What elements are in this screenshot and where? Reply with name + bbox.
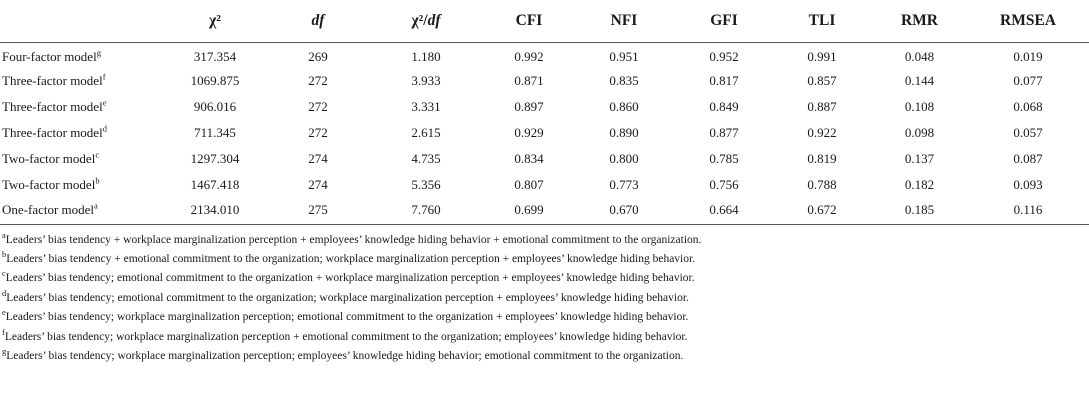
chi-square-df-cell: 7.760 (366, 198, 486, 224)
header-df: df (270, 0, 366, 42)
model-name-cell (0, 198, 160, 224)
table-row (0, 146, 1089, 172)
table-row (0, 120, 1089, 146)
model-name-cell (0, 94, 160, 120)
cfi-cell: 0.834 (514, 151, 544, 166)
tli-cell: 0.922 (807, 125, 837, 140)
table-header (0, 0, 1089, 42)
cfi-cell: 0.807 (514, 177, 544, 192)
model-footnote-marker: f (102, 71, 106, 82)
rmsea-cell: 0.093 (1013, 177, 1043, 192)
tli-cell: 0.887 (807, 99, 837, 114)
rmr-cell: 0.137 (904, 151, 935, 166)
header-chi-square-df-prefix: χ²/ (411, 11, 428, 29)
rmsea-cell: 0.116 (967, 198, 1089, 224)
cfi-cell: 0.871 (514, 73, 544, 88)
chi-square-cell: 1297.304 (190, 151, 240, 166)
footnote-marker: a (2, 229, 6, 240)
gfi-cell: 0.756 (709, 177, 739, 192)
nfi-cell: 0.773 (609, 177, 639, 192)
df-cell: 272 (308, 99, 328, 114)
chi-square-cell: 1069.875 (190, 73, 240, 88)
tli-cell: 0.788 (807, 177, 837, 192)
rmr-cell: 0.108 (904, 99, 935, 114)
table-body (0, 42, 1089, 224)
rmr-cell: 0.185 (872, 198, 967, 224)
header-model (0, 0, 160, 42)
footnote (2, 328, 1089, 347)
table-row (0, 68, 1089, 94)
cfi-cell: 0.699 (486, 198, 572, 224)
footnote-marker: g (2, 346, 7, 357)
chi-square-cell: 711.345 (194, 125, 236, 140)
model-footnote-marker: b (95, 175, 100, 186)
tli-cell: 0.672 (772, 198, 872, 224)
header-gfi: GFI (676, 0, 772, 42)
footnote-marker: d (2, 287, 7, 298)
chi-square-cell: 1467.418 (190, 177, 240, 192)
footnote-text: Leaders’ bias tendency; emotional commitment to the organization; workplace marginalization perception + employees’ knowledge hiding behavior. (6, 291, 689, 304)
cfi-cell: 0.929 (514, 125, 544, 140)
footnote-text: Leaders’ bias tendency; emotional commitment to the organization + workplace marginalization perception + employees’ knowledge hiding behavior. (5, 272, 695, 285)
footnote-text: Leaders’ bias tendency + emotional commitment to the organization; workplace marginalization perception + employees’ knowledge hiding behavior. (6, 252, 696, 265)
rmsea-cell: 0.057 (1013, 125, 1043, 140)
rmr-cell: 0.182 (904, 177, 935, 192)
df-cell: 274 (308, 177, 328, 192)
footnote (2, 308, 1089, 327)
tli-cell: 0.819 (807, 151, 837, 166)
model-name-cell (0, 68, 160, 94)
chi-square-cell: 906.016 (193, 99, 237, 114)
nfi-cell: 0.835 (609, 73, 639, 88)
footnote-marker: f (2, 326, 5, 337)
table-row (0, 198, 1089, 224)
rmsea-cell: 0.068 (1013, 99, 1043, 114)
model-name: Three-factor model (2, 99, 103, 114)
header-row (0, 0, 1089, 42)
model-name: Two-factor model (2, 151, 96, 166)
model-name: One-factor model (2, 201, 95, 217)
table-row (0, 42, 1089, 68)
gfi-cell: 0.877 (709, 125, 739, 140)
footnote-text: Leaders’ bias tendency + workplace marginalization perception + employees’ knowledge hiding behavior + emotional commitment to the organization. (5, 233, 702, 246)
gfi-cell: 0.952 (709, 49, 739, 65)
header-cfi: CFI (486, 0, 572, 42)
gfi-cell: 0.817 (709, 73, 739, 88)
header-rmsea: RMSEA (967, 0, 1089, 42)
gfi-cell: 0.664 (676, 198, 772, 224)
header-chi-square: χ² (160, 0, 270, 42)
header-nfi: NFI (572, 0, 676, 42)
gfi-cell: 0.785 (709, 151, 739, 166)
chi-square-df-cell: 2.615 (411, 125, 441, 140)
table-row (0, 172, 1089, 198)
table-row (0, 94, 1089, 120)
df-cell: 269 (308, 49, 328, 65)
model-name-cell (0, 146, 160, 172)
rmr-cell: 0.144 (904, 73, 935, 88)
rmsea-cell: 0.087 (1013, 151, 1043, 166)
footnote (2, 250, 1089, 269)
model-footnote-marker: c (95, 149, 100, 160)
chi-square-df-cell: 1.180 (411, 49, 441, 65)
tli-cell: 0.991 (807, 49, 837, 65)
model-name: Two-factor model (2, 177, 96, 192)
df-cell: 274 (308, 151, 328, 166)
footnote-text: Leaders’ bias tendency; workplace marginalization perception; emotional commitment to the organization + employees’ knowledge hiding behavior. (5, 311, 689, 324)
model-footnote-marker: d (102, 123, 107, 134)
model-footnote-marker: g (96, 47, 101, 58)
footnote-marker: e (2, 307, 6, 318)
chi-square-df-cell: 3.933 (411, 73, 441, 88)
cfi-cell: 0.992 (514, 49, 544, 65)
header-chi-square-df-suffix: df (427, 11, 441, 29)
gfi-cell: 0.849 (709, 99, 739, 114)
model-name-cell (0, 120, 160, 146)
footnote (2, 289, 1089, 308)
model-name: Three-factor model (2, 125, 103, 140)
chi-square-cell: 317.354 (193, 49, 237, 65)
nfi-cell: 0.800 (609, 151, 639, 166)
footnote (2, 231, 1089, 250)
df-cell: 272 (308, 73, 328, 88)
footnote (2, 347, 1089, 366)
rmsea-cell: 0.019 (1013, 49, 1043, 65)
header-chi-square-df (366, 0, 486, 42)
df-cell: 272 (308, 125, 328, 140)
nfi-cell: 0.860 (609, 99, 639, 114)
model-name: Three-factor model (2, 73, 103, 88)
nfi-cell: 0.670 (572, 198, 676, 224)
table-footnotes (0, 225, 1089, 367)
footnote (2, 269, 1089, 288)
model-footnote-marker: a (94, 200, 98, 211)
footnote-marker: c (2, 268, 6, 279)
header-tli: TLI (772, 0, 872, 42)
chi-square-df-cell: 5.356 (411, 177, 441, 192)
footnote-marker: b (2, 249, 7, 260)
model-footnote-marker: e (102, 97, 107, 108)
chi-square-cell: 2134.010 (160, 198, 270, 224)
model-name-cell (0, 172, 160, 198)
cfi-cell: 0.897 (514, 99, 544, 114)
model-name-cell (0, 42, 160, 68)
nfi-cell: 0.890 (609, 125, 639, 140)
rmsea-cell: 0.077 (1013, 73, 1043, 88)
nfi-cell: 0.951 (609, 49, 639, 65)
rmr-cell: 0.048 (904, 49, 935, 65)
df-cell: 275 (270, 198, 366, 224)
tli-cell: 0.857 (807, 73, 837, 88)
rmr-cell: 0.098 (904, 125, 935, 140)
footnote-text: Leaders’ bias tendency; workplace marginalization perception; employees’ knowledge hiding behavior; emotional commitment to the organization. (6, 349, 684, 362)
header-rmr: RMR (872, 0, 967, 42)
chi-square-df-cell: 3.331 (411, 99, 441, 114)
chi-square-df-cell: 4.735 (411, 151, 441, 166)
model-name: Four-factor model (2, 49, 97, 65)
footnote-text: Leaders’ bias tendency; workplace marginalization perception + emotional commitment to the organization; employees’ knowledge hiding behavior. (4, 330, 688, 343)
